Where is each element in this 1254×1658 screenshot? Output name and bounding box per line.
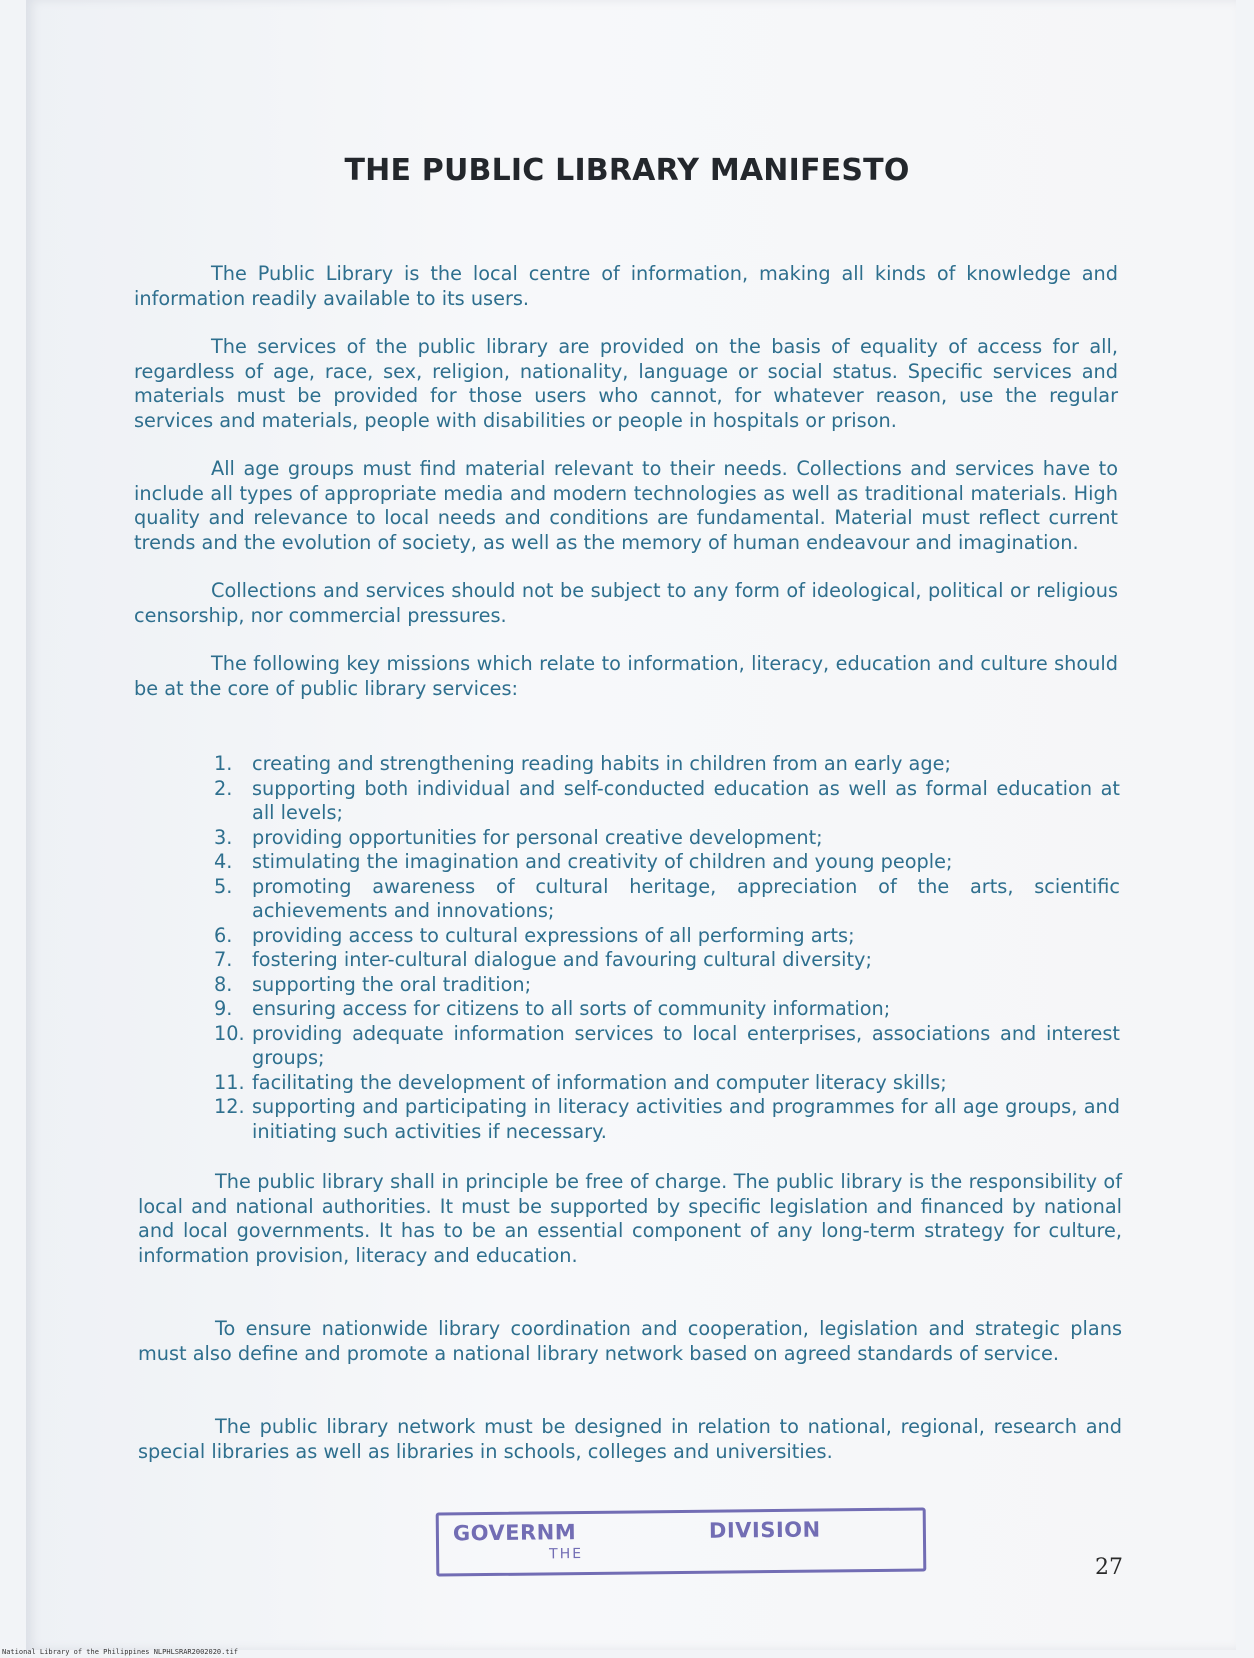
- list-item: [210, 973, 1120, 998]
- division-stamp: [436, 1507, 927, 1576]
- closing-paragraphs: [138, 1170, 1122, 1464]
- paragraph: The public library shall in principle be free of charge. The public library is the responsibility of local and national authorities. It must be supported by specific legislation and financed by national and local governments. It has to be an essential component of any long-term strategy for culture, information provision, literacy and education.: [138, 1170, 1122, 1267]
- list-number: 5.: [214, 874, 233, 898]
- list-item: [210, 850, 1120, 875]
- paragraph: The services of the public library are provided on the basis of equality of access for all, regardless of age, race, sex, religion, nationality, language or social status. Specific services and materials must be provided for those users who cannot, for whatever reason, use the regular services and materials, people with disabilities or people in hospitals or prison.: [134, 335, 1118, 432]
- list-text: ensuring access for citizens to all sorts of community information;: [252, 997, 891, 1020]
- list-text: supporting and participating in literacy activities and programmes for all age groups, and initiating such activities if necessary.: [252, 1095, 1120, 1143]
- list-text: fostering inter-cultural dialogue and favouring cultural diversity;: [252, 948, 872, 971]
- list-number: 7.: [214, 948, 233, 971]
- paragraph: All age groups must find material relevant to their needs. Collections and services have to include all types of appropriate media and modern technologies as well as traditional materials. High quality and relevance to local needs and conditions are fundamental. Material must reflect current trends and the evolution of society, as well as the memory of human endeavour and imagination.: [134, 457, 1118, 554]
- list-item: [210, 826, 1120, 851]
- list-text: supporting the oral tradition;: [252, 972, 532, 996]
- list-number: 2.: [214, 776, 233, 800]
- list-item: [210, 752, 1120, 777]
- paragraph: The Public Library is the local centre of information, making all kinds of knowledge and information readily available to its users.: [134, 262, 1118, 310]
- paragraph: To ensure nationwide library coordination and cooperation, legislation and strategic plans must also define and promote a national library network based on agreed standards of service.: [138, 1317, 1122, 1365]
- stamp-line: GOVERNM DIVISION: [452, 1517, 821, 1546]
- page-number: 27: [1095, 1555, 1123, 1580]
- stamp-line: THE: [549, 1544, 693, 1563]
- list-text: providing opportunities for personal creative development;: [252, 825, 823, 849]
- list-text: facilitating the development of information and computer literacy skills;: [252, 1070, 947, 1094]
- list-item: [210, 1071, 1120, 1096]
- list-number: 12.: [214, 1095, 245, 1118]
- intro-paragraphs: [134, 262, 1118, 701]
- page-title: THE PUBLIC LIBRARY MANIFESTO: [344, 153, 910, 189]
- list-item: [210, 948, 1120, 973]
- list-number: 3.: [214, 825, 233, 849]
- paragraph: The public library network must be designed in relation to national, regional, research and special libraries as well as libraries in schools, colleges and universities.: [138, 1415, 1122, 1463]
- list-item: [210, 997, 1120, 1022]
- list-item: [210, 1095, 1120, 1144]
- list-item: [210, 875, 1120, 924]
- list-number: 9.: [214, 997, 233, 1020]
- list-text: providing access to cultural expressions of all performing arts;: [252, 923, 855, 947]
- missions-list: [210, 752, 1120, 1144]
- list-text: creating and strengthening reading habits in children from an early age;: [252, 752, 951, 775]
- paragraph: Collections and services should not be subject to any form of ideological, political or religious censorship, nor commercial pressures.: [134, 579, 1118, 627]
- list-item: [210, 777, 1120, 826]
- paragraph: The following key missions which relate to information, literacy, education and culture should be at the core of public library services:: [134, 652, 1118, 700]
- list-item: [210, 924, 1120, 949]
- list-text: promoting awareness of cultural heritage, appreciation of the arts, scientific achievements and innovations;: [252, 874, 1120, 922]
- list-number: 4.: [214, 850, 233, 873]
- list-item: [210, 1022, 1120, 1071]
- list-text: stimulating the imagination and creativity of children and young people;: [252, 850, 953, 873]
- list-number: 10.: [214, 1021, 245, 1045]
- list-number: 8.: [214, 972, 233, 996]
- list-text: providing adequate information services to local enterprises, associations and interest groups;: [252, 1021, 1120, 1069]
- list-text: supporting both individual and self-conducted education as well as formal education at all levels;: [252, 776, 1120, 824]
- list-number: 1.: [214, 752, 233, 775]
- list-number: 6.: [214, 923, 233, 947]
- list-number: 11.: [214, 1070, 245, 1094]
- scan-footer: National Library of the Philippines NLPHLSRAR2002020.tif: [2, 1648, 239, 1656]
